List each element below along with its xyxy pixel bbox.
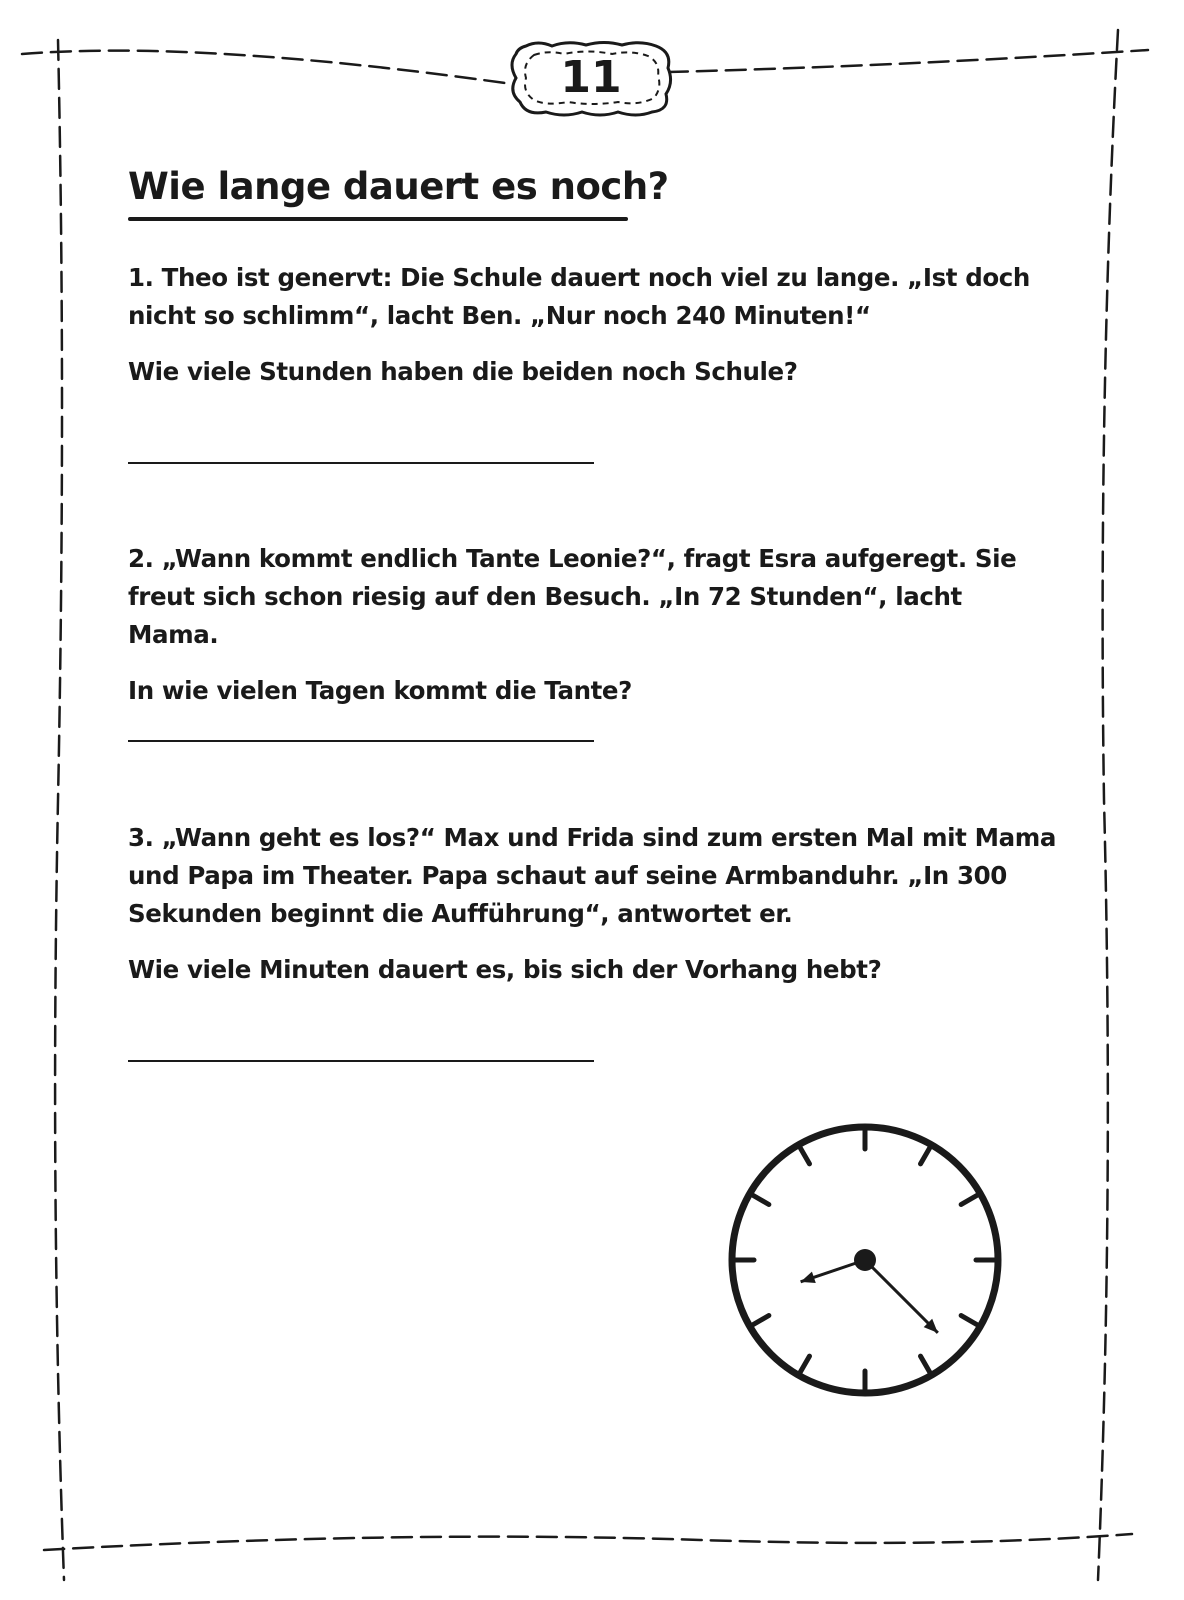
task-1-answer-line[interactable] (128, 462, 594, 464)
page-number: 11 (560, 52, 622, 103)
task-1 (128, 259, 1058, 391)
page-title: Wie lange dauert es noch? (128, 165, 669, 208)
task-1-question: Wie viele Stunden haben die beiden noch Schule? (128, 357, 798, 386)
task-3-text: 3. „Wann geht es los?“ Max und Frida sind zum ersten Mal mit Mama und Papa im Theater. Papa schaut auf seine Armbanduhr. „In 300 Sekunden beginnt die Aufführung“, antwortet er. (128, 823, 1056, 928)
clock-center-pin (854, 1249, 876, 1271)
task-1-text: 1. Theo ist genervt: Die Schule dauert noch viel zu lange. „Ist doch nicht so schlimm“, lacht Ben. „Nur noch 240 Minuten!“ (128, 263, 1030, 330)
task-2-text: 2. „Wann kommt endlich Tante Leonie?“, fragt Esra aufgeregt. Sie freut sich schon riesig auf den Besuch. „In 72 Stunden“, lacht Mama. (128, 544, 1017, 649)
title-underline (128, 217, 628, 221)
task-2-answer-line[interactable] (128, 740, 594, 742)
task-3-answer-line[interactable] (128, 1060, 594, 1062)
task-3-question: Wie viele Minuten dauert es, bis sich der Vorhang hebt? (128, 955, 882, 984)
task-3 (128, 819, 1058, 989)
clock-illustration (720, 1115, 1010, 1405)
task-2 (128, 540, 1058, 710)
task-2-question: In wie vielen Tagen kommt die Tante? (128, 676, 632, 705)
